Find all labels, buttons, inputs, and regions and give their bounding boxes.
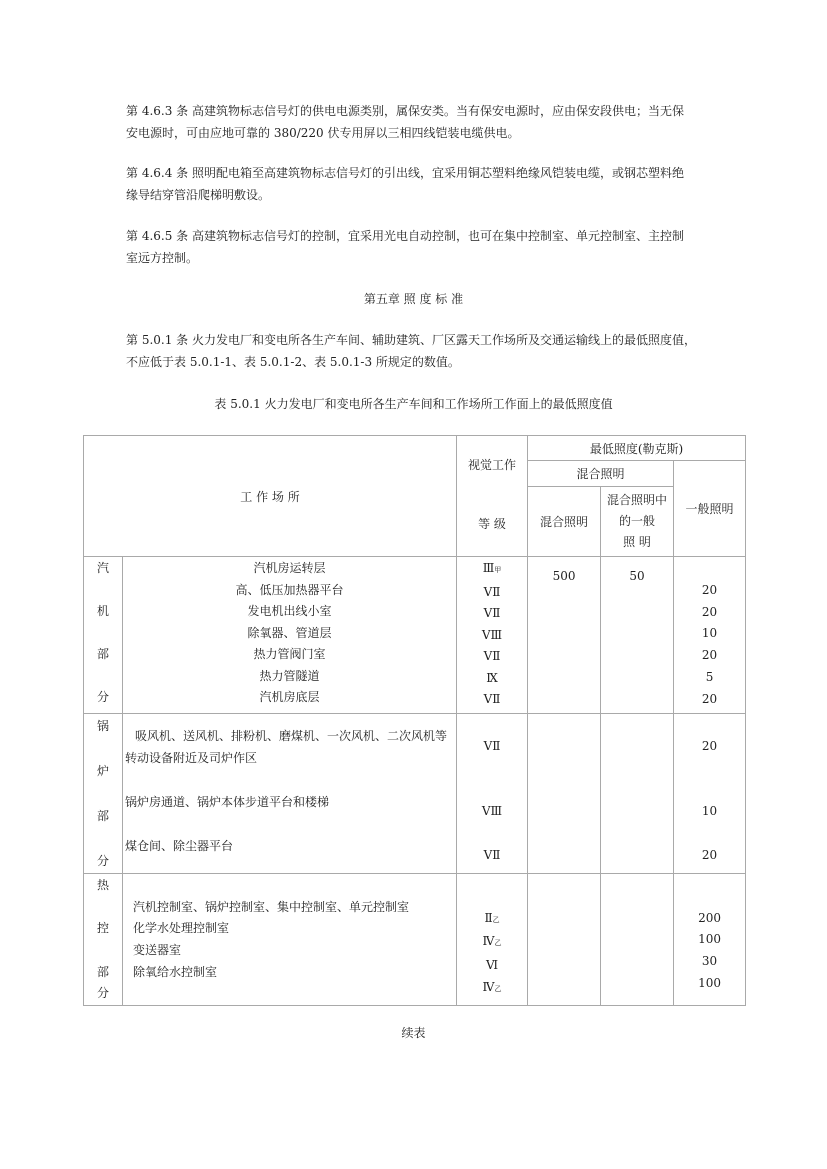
category-char: 分 — [96, 986, 109, 1001]
mixed-cell — [528, 557, 601, 714]
grade-text: Ⅲ — [482, 561, 495, 575]
place-text: 汽机房运转层 — [253, 561, 326, 575]
mixed-general-cell — [601, 873, 674, 1006]
header-mixed-label: 混合照明 — [576, 467, 625, 481]
paragraph-line: 第 5.0.1 条 火力发电厂和变电所各生产车间、辅助建筑、厂区露天工作场所及交通运输线上的最低照度值， — [126, 333, 696, 347]
place-text: 热力管阀门室 — [253, 647, 326, 661]
general-value: 5 — [705, 669, 714, 684]
grade-subscript: 乙 — [494, 984, 502, 993]
grade-subscript: 乙 — [492, 915, 500, 924]
general-value: 10 — [701, 804, 718, 818]
illuminance-table — [83, 435, 746, 1006]
header-row — [84, 436, 746, 461]
category-char: 控 — [96, 921, 109, 936]
table-section-thermal-control — [84, 873, 746, 1006]
grade-text: Ⅸ — [486, 670, 498, 685]
place-text: 化学水处理控制室 — [133, 921, 230, 936]
header-general-label: 一般照明 — [685, 502, 734, 516]
header-mixed-general — [601, 487, 674, 557]
mixed-cell — [528, 714, 601, 874]
category-char: 部 — [96, 809, 109, 823]
grade-text: ⅤⅡ — [483, 739, 501, 753]
header-visual-grade — [457, 436, 528, 557]
general-value: 30 — [701, 953, 718, 968]
mixed-value: 500 — [552, 569, 576, 583]
grade-cell — [457, 557, 528, 714]
header-place-label: 工 作 场 所 — [240, 489, 300, 504]
paragraph-5-0-1 — [126, 329, 704, 373]
paragraph-line: 第 4.6.3 条 高建筑物标志信号灯的供电电源类别，属保安类。当有保安电源时，应由保安段供电；当无保 — [126, 104, 684, 118]
paragraph-line: 安电源时，可由应地可靠的 380/220 伏专用屏以三相四线铠装电缆供电。 — [126, 126, 520, 140]
place-text: 汽机控制室、锅炉控制室、集中控制室、单元控制室 — [133, 899, 410, 914]
general-value: 10 — [701, 626, 718, 641]
paragraph-4-6-5 — [126, 225, 704, 269]
table-section-turbine — [84, 557, 746, 714]
place-cell — [123, 873, 457, 1006]
category-cell — [84, 873, 123, 1006]
category-cell — [84, 714, 123, 874]
paragraph-4-6-4 — [126, 162, 704, 206]
general-cell — [674, 714, 746, 874]
category-char: 汽 — [96, 561, 109, 575]
place-text: 发电机出线小室 — [247, 604, 332, 618]
place-text: 变送器室 — [133, 942, 182, 957]
general-value: 20 — [701, 691, 718, 706]
place-text: 高、低压加热器平台 — [235, 582, 344, 597]
place-cell — [123, 714, 457, 874]
general-value: 20 — [701, 648, 718, 663]
chapter-title: 第五章 照 度 标 准 — [363, 292, 464, 306]
category-char: 部 — [96, 964, 109, 979]
header-place — [84, 436, 457, 557]
table-section-boiler — [84, 714, 746, 874]
grade-text: ⅤⅢ — [481, 804, 503, 818]
paragraph-line: 第 4.6.5 条 高建筑物标志信号灯的控制，宜采用光电自动控制，也可在集中控制室、单元控制室、主控制 — [126, 229, 684, 243]
grade-cell — [457, 873, 528, 1006]
category-char: 机 — [96, 604, 109, 618]
category-char: 部 — [96, 647, 109, 661]
grade-cell — [457, 714, 528, 874]
place-text: 锅炉房通道、锅炉本体步道平台和楼梯 — [125, 795, 330, 809]
category-char: 分 — [96, 690, 109, 704]
place-text: 除氧给水控制室 — [133, 964, 218, 979]
place-text: 汽机房底层 — [259, 690, 320, 704]
grade-subscript: 甲 — [494, 566, 502, 574]
category-char: 热 — [96, 877, 109, 892]
general-cell — [674, 873, 746, 1006]
general-cell — [674, 557, 746, 714]
header-general — [674, 461, 746, 557]
general-value: 20 — [701, 739, 718, 753]
place-text: 吸风机、送风机、排粉机、磨煤机、一次风机、二次风机等 — [135, 729, 448, 743]
paragraph-line: 第 4.6.4 条 照明配电箱至高建筑物标志信号灯的引出线，宜采用铜芯塑料绝缘风铠装电缆，或钢芯塑料绝 — [126, 166, 684, 180]
grade-text: ⅤⅡ — [483, 692, 501, 706]
continued-label: 续表 — [401, 1026, 426, 1040]
paragraph-line: 不应低于表 5.0.1-1、表 5.0.1-2、表 5.0.1-3 所规定的数值。 — [126, 355, 460, 369]
header-mixed-sub — [528, 487, 601, 557]
grade-text: ⅤⅢ — [481, 627, 503, 642]
grade-text: Ⅳ — [482, 934, 495, 949]
category-char: 锅 — [96, 719, 109, 733]
mixed-general-cell — [601, 557, 674, 714]
paragraph-line: 室远方控制。 — [126, 251, 199, 265]
general-value: 20 — [701, 848, 718, 862]
category-cell — [84, 557, 123, 714]
grade-text: ⅤⅡ — [483, 848, 501, 862]
header-mixed-general-line: 的一般 — [619, 514, 656, 528]
grade-text: Ⅵ — [485, 957, 499, 972]
paragraph-4-6-3 — [126, 100, 704, 144]
place-cell — [123, 557, 457, 714]
place-text: 热力管隧道 — [259, 668, 320, 683]
grade-text: ⅤⅡ — [483, 649, 501, 663]
header-mixed-general-line: 混合照明中 — [607, 493, 668, 507]
paragraph-line: 缘导结穿管沿爬梯明敷设。 — [126, 188, 271, 202]
header-mixed-sub-label: 混合照明 — [540, 515, 589, 529]
header-min-illuminance-label: 最低照度(勒克斯) — [589, 441, 684, 456]
grade-text: Ⅳ — [482, 979, 495, 994]
header-visual-top: 视觉工作 — [468, 458, 517, 472]
category-char: 炉 — [96, 764, 109, 778]
category-char: 分 — [96, 854, 109, 868]
grade-text: Ⅱ — [484, 910, 493, 925]
general-value: 100 — [698, 932, 721, 947]
place-text: 除氧器、管道层 — [247, 625, 332, 640]
mixed-general-value: 50 — [629, 569, 645, 583]
general-value: 20 — [701, 604, 718, 619]
general-value: 20 — [701, 583, 718, 597]
grade-subscript: 乙 — [494, 939, 502, 948]
general-value: 200 — [698, 910, 721, 925]
header-min-illuminance — [528, 436, 746, 461]
grade-text: ⅤⅡ — [483, 584, 501, 599]
mixed-cell — [528, 873, 601, 1006]
header-mixed — [528, 461, 674, 487]
mixed-general-cell — [601, 714, 674, 874]
general-value: 100 — [698, 975, 721, 990]
place-text: 转动设备附近及司炉作区 — [125, 751, 258, 765]
table-caption: 表 5.0.1 火力发电厂和变电所各生产车间和工作场所工作面上的最低照度值 — [214, 397, 613, 411]
grade-text: ⅤⅡ — [483, 606, 501, 620]
place-text: 煤仓间、除尘器平台 — [125, 839, 234, 853]
header-visual-bottom: 等 级 — [478, 517, 506, 531]
header-mixed-general-line: 照 明 — [623, 535, 651, 549]
